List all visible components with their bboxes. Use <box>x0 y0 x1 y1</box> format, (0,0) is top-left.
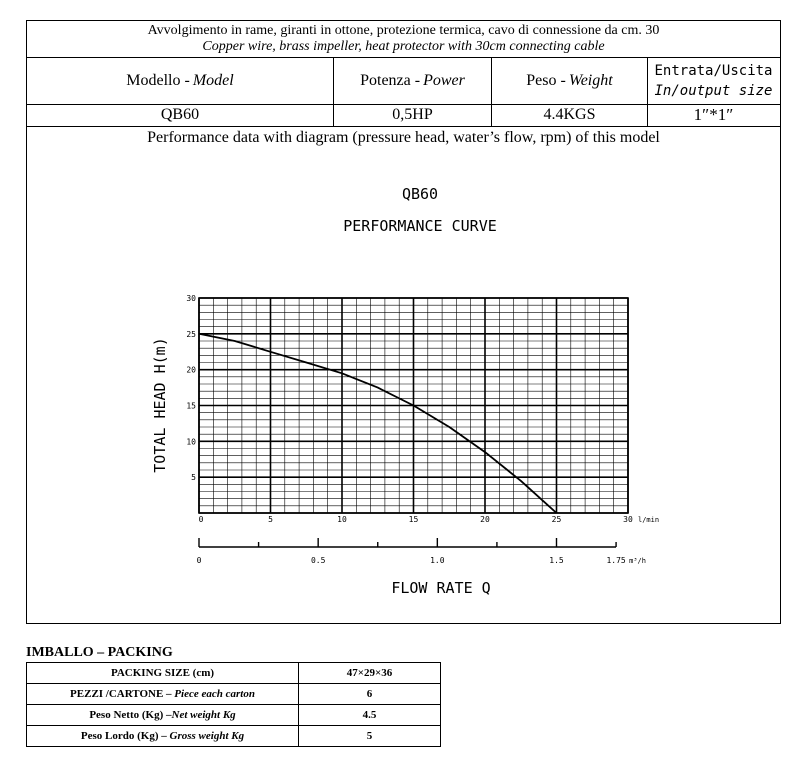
x-axis-label: FLOW RATE Q <box>391 579 491 597</box>
chart-subtitle: PERFORMANCE CURVE <box>343 217 497 235</box>
secondary-tick-label: 1.5 <box>549 556 564 565</box>
packing-table <box>26 662 441 747</box>
y-tick-label: 15 <box>186 401 196 411</box>
x-tick-label: 0 <box>198 515 204 524</box>
performance-curve-line <box>199 334 557 513</box>
secondary-tick-label: 1.75 <box>606 556 626 565</box>
x-tick-label: 30 <box>623 515 633 524</box>
performance-caption: Performance data with diagram (pressure head, water’s flow, rpm) of this model <box>147 129 660 146</box>
y-tick-label: 5 <box>191 473 196 483</box>
net-weight-value: 4.5 <box>299 705 441 726</box>
y-tick-label: 30 <box>186 294 196 303</box>
model-value: QB60 <box>160 106 200 123</box>
y-axis-label: TOTAL HEAD H(m) <box>151 337 169 473</box>
header-line-italian: Avvolgimento in rame, giranti in ottone, protezione termica, cavo di connessione da cm. 30 <box>147 23 660 38</box>
io-size-header: Entrata/Uscita In/output size <box>647 58 779 104</box>
packing-size-value: 47×29×36 <box>299 663 441 684</box>
x-tick-label: 25 <box>551 515 562 524</box>
net-weight-label: Peso Netto (Kg) –Net weight Kg <box>27 705 299 726</box>
x-tick-label: 5 <box>268 515 273 524</box>
packing-row <box>27 663 441 684</box>
gross-weight-label: Peso Lordo (Kg) – Gross weight Kg <box>27 726 299 747</box>
weight-value: 4.4KGS <box>491 104 647 126</box>
x-tick-label: 15 <box>408 515 419 524</box>
pieces-per-carton-value: 6 <box>299 684 441 705</box>
gross-weight-value: 5 <box>299 726 441 747</box>
chart-title: QB60 <box>401 185 439 203</box>
x-tick-label: 20 <box>480 515 490 524</box>
pieces-per-carton-label: PEZZI /CARTONE – Piece each carton <box>27 684 299 705</box>
io-size-value: 1″*1″ <box>647 104 779 126</box>
y-tick-label: 20 <box>186 365 196 375</box>
x-unit-label: l/min <box>638 516 660 524</box>
packing-size-label: PACKING SIZE (cm) <box>27 663 299 684</box>
secondary-unit-label: m³/h <box>629 557 646 565</box>
model-header: Modello - Model <box>126 72 234 89</box>
power-value: 0,5HP <box>333 104 491 126</box>
packing-title: IMBALLO – PACKING <box>26 645 173 660</box>
secondary-tick-label: 1.0 <box>430 556 445 565</box>
y-tick-label: 25 <box>186 329 196 339</box>
weight-header: Peso - Weight <box>491 58 647 104</box>
packing-row <box>27 684 441 705</box>
secondary-tick-label: 0.5 <box>310 556 326 565</box>
packing-row <box>27 705 441 726</box>
x-tick-label: 10 <box>337 515 347 524</box>
secondary-tick-label: 0 <box>196 556 202 565</box>
power-header: Potenza - Power <box>333 58 491 104</box>
header-line-english: Copper wire, brass impeller, heat protector with 30cm connecting cable <box>202 39 605 54</box>
y-tick-label: 10 <box>186 437 196 447</box>
packing-row <box>27 726 441 747</box>
